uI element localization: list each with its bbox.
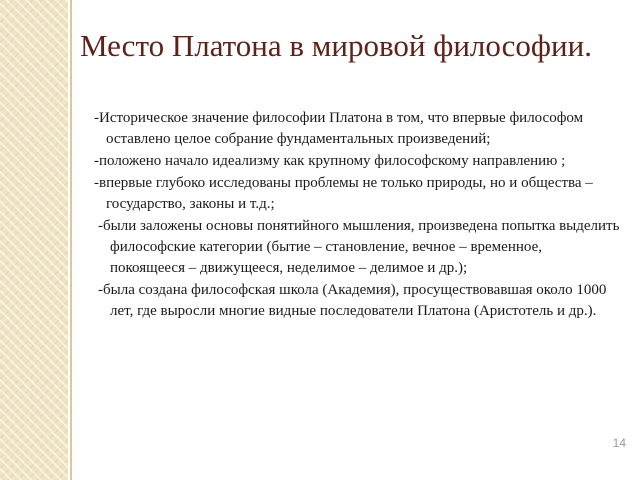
slide-body	[92, 108, 620, 323]
list-item-2: -положено начало идеализму как крупному философскому направлению ;	[94, 153, 566, 169]
list-item-5: -была создана философская школа (Академия), просуществовавшая около 1000 лет, где выросли многие видные последователи Платона (Аристотель и др.).	[98, 282, 607, 319]
list-item-3: -впервые глубоко исследованы проблемы не только природы, но и общества – государство, законы и т.д.;	[94, 175, 593, 212]
slide-number: 14	[612, 436, 626, 450]
list-item-4: -были заложены основы понятийного мышления, произведена попытка выделить философские категории (бытие – становление, вечное – временное, покоящееся – движущееся, неделимое – делимое и др.);	[98, 218, 620, 276]
sidebar-divider	[70, 0, 72, 480]
list-item-1: -Историческое значение философии Платона в том, что впервые философом оставлено целое собрание фундаментальных произведений;	[94, 110, 584, 147]
decorative-sidebar	[0, 0, 68, 480]
slide-title: Место Платона в мировой философии.	[80, 28, 592, 63]
